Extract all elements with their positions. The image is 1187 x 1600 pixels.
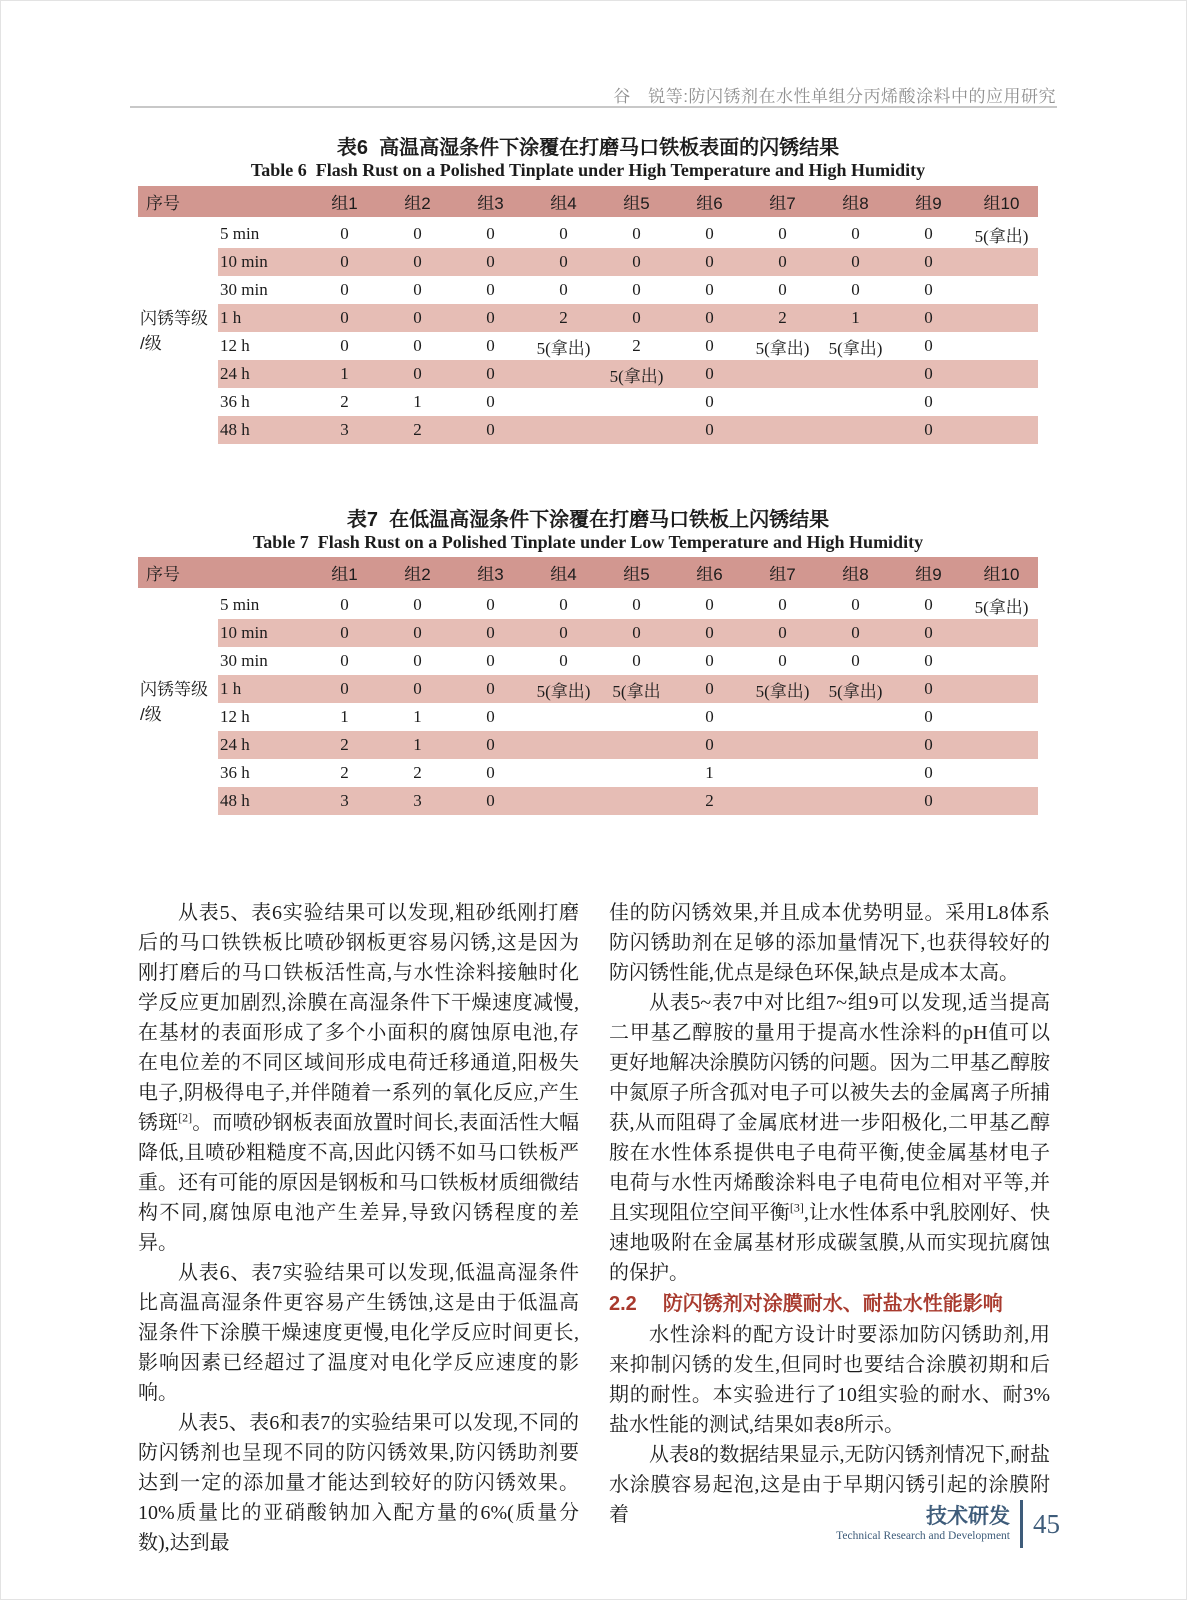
section-title: 防闪锈剂对涂膜耐水、耐盐水性能影响 bbox=[662, 1293, 1003, 1315]
value-cell: 5(拿出 bbox=[612, 681, 661, 701]
table-row bbox=[218, 731, 1038, 759]
column-header-serial: 序号 bbox=[146, 565, 180, 584]
time-cell: 48 h bbox=[220, 791, 250, 810]
value-cell: 1 bbox=[413, 735, 422, 754]
footer-section bbox=[836, 1505, 1010, 1544]
value-cell: 0 bbox=[559, 651, 568, 670]
value-cell: 1 bbox=[851, 308, 860, 327]
value-cell: 0 bbox=[924, 336, 933, 355]
value-cell: 1 bbox=[413, 392, 422, 411]
value-cell: 0 bbox=[705, 224, 714, 243]
value-cell: 0 bbox=[632, 252, 641, 271]
column-header-group: 组5 bbox=[623, 194, 650, 213]
value-cell: 0 bbox=[705, 623, 714, 642]
time-cell: 48 h bbox=[220, 420, 250, 439]
row-group-label bbox=[140, 306, 208, 356]
value-cell: 0 bbox=[413, 336, 422, 355]
column-header-group: 组4 bbox=[550, 565, 577, 584]
body-columns bbox=[138, 898, 1050, 1558]
value-cell: 0 bbox=[705, 595, 714, 614]
value-cell: 0 bbox=[486, 651, 495, 670]
footer-divider bbox=[1020, 1500, 1023, 1548]
page-footer bbox=[836, 1500, 1060, 1548]
time-cell: 24 h bbox=[220, 735, 250, 754]
table7 bbox=[138, 557, 1038, 815]
value-cell: 0 bbox=[851, 252, 860, 271]
time-cell: 12 h bbox=[220, 707, 250, 726]
time-cell: 30 min bbox=[220, 651, 268, 670]
value-cell: 0 bbox=[705, 679, 714, 698]
table-row bbox=[218, 703, 1038, 731]
value-cell: 2 bbox=[705, 791, 714, 810]
value-cell: 0 bbox=[486, 735, 495, 754]
table6 bbox=[138, 186, 1038, 444]
value-cell: 2 bbox=[413, 763, 422, 782]
time-cell: 5 min bbox=[220, 595, 260, 614]
time-cell: 10 min bbox=[220, 623, 268, 642]
value-cell: 0 bbox=[486, 707, 495, 726]
value-cell: 1 bbox=[705, 763, 714, 782]
value-cell: 0 bbox=[778, 280, 787, 299]
value-cell: 0 bbox=[851, 595, 860, 614]
table-row bbox=[218, 591, 1038, 619]
time-cell: 1 h bbox=[220, 679, 242, 698]
value-cell: 0 bbox=[340, 252, 349, 271]
column-header-group: 组7 bbox=[769, 194, 796, 213]
column-header-group: 组10 bbox=[983, 565, 1020, 584]
column-header-group: 组3 bbox=[477, 194, 504, 213]
value-cell: 0 bbox=[705, 707, 714, 726]
value-cell: 0 bbox=[924, 420, 933, 439]
paragraph: 佳的防闪锈效果,并且成本优势明显。采用L8体系防闪锈助剂在足够的添加量情况下,也获得较好的防闪锈性能,优点是绿色环保,缺点是成本太高。 bbox=[609, 902, 1050, 984]
table-row bbox=[218, 248, 1038, 276]
value-cell: 0 bbox=[413, 651, 422, 670]
value-cell: 0 bbox=[778, 595, 787, 614]
table-body bbox=[138, 220, 1038, 444]
time-cell: 10 min bbox=[220, 252, 268, 271]
table-row bbox=[218, 220, 1038, 248]
value-cell: 2 bbox=[632, 336, 641, 355]
value-cell: 0 bbox=[924, 364, 933, 383]
value-cell: 2 bbox=[340, 763, 349, 782]
table-header-row bbox=[138, 186, 1038, 217]
value-cell: 0 bbox=[924, 791, 933, 810]
value-cell: 0 bbox=[632, 623, 641, 642]
value-cell: 0 bbox=[851, 651, 860, 670]
value-cell: 1 bbox=[413, 707, 422, 726]
page-number: 45 bbox=[1033, 1508, 1060, 1539]
row-group-label-line1: 闪锈等级 bbox=[140, 680, 208, 699]
value-cell: 0 bbox=[632, 280, 641, 299]
column-header-group: 组4 bbox=[550, 194, 577, 213]
value-cell: 5(拿出) bbox=[974, 597, 1029, 617]
value-cell: 0 bbox=[778, 224, 787, 243]
value-cell: 0 bbox=[778, 651, 787, 670]
value-cell: 2 bbox=[559, 308, 568, 327]
section-number: 2.2 bbox=[609, 1293, 637, 1315]
value-cell: 0 bbox=[340, 224, 349, 243]
value-cell: 0 bbox=[924, 623, 933, 642]
value-cell: 0 bbox=[486, 224, 495, 243]
value-cell: 0 bbox=[340, 651, 349, 670]
value-cell: 0 bbox=[486, 763, 495, 782]
value-cell: 0 bbox=[924, 392, 933, 411]
time-cell: 24 h bbox=[220, 364, 250, 383]
value-cell: 0 bbox=[924, 651, 933, 670]
column-header-group: 组8 bbox=[842, 194, 869, 213]
value-cell: 0 bbox=[924, 763, 933, 782]
value-cell: 0 bbox=[413, 280, 422, 299]
value-cell: 0 bbox=[924, 308, 933, 327]
running-head: 谷 锐等:防闪锈剂在水性单组分丙烯酸涂料中的应用研究 bbox=[613, 87, 1056, 106]
table-row bbox=[218, 360, 1038, 388]
value-cell: 0 bbox=[559, 595, 568, 614]
value-cell: 0 bbox=[486, 364, 495, 383]
value-cell: 0 bbox=[705, 280, 714, 299]
table-row bbox=[218, 304, 1038, 332]
table-row bbox=[218, 388, 1038, 416]
column-header-group: 组1 bbox=[331, 194, 358, 213]
value-cell: 0 bbox=[486, 791, 495, 810]
row-group-label-line2: /级 bbox=[140, 705, 162, 724]
time-cell: 30 min bbox=[220, 280, 268, 299]
value-cell: 0 bbox=[340, 623, 349, 642]
time-cell: 1 h bbox=[220, 308, 242, 327]
value-cell: 5(拿出) bbox=[755, 681, 810, 701]
value-cell: 0 bbox=[413, 595, 422, 614]
value-cell: 0 bbox=[486, 679, 495, 698]
table-rows bbox=[218, 591, 1038, 815]
value-cell: 2 bbox=[340, 392, 349, 411]
column-header-serial: 序号 bbox=[146, 194, 180, 213]
value-cell: 3 bbox=[413, 791, 422, 810]
value-cell: 0 bbox=[851, 224, 860, 243]
table-row bbox=[218, 759, 1038, 787]
value-cell: 0 bbox=[851, 280, 860, 299]
value-cell: 0 bbox=[413, 308, 422, 327]
value-cell: 1 bbox=[340, 707, 349, 726]
row-group-label-line1: 闪锈等级 bbox=[140, 309, 208, 328]
value-cell: 0 bbox=[340, 280, 349, 299]
value-cell: 0 bbox=[924, 595, 933, 614]
value-cell: 0 bbox=[705, 735, 714, 754]
column-header-group: 组5 bbox=[623, 565, 650, 584]
value-cell: 0 bbox=[632, 595, 641, 614]
value-cell: 0 bbox=[924, 679, 933, 698]
value-cell: 0 bbox=[486, 252, 495, 271]
row-group-label bbox=[140, 677, 208, 727]
value-cell: 2 bbox=[340, 735, 349, 754]
right-column bbox=[609, 898, 1050, 1558]
value-cell: 0 bbox=[413, 252, 422, 271]
value-cell: 0 bbox=[486, 280, 495, 299]
table-row bbox=[218, 276, 1038, 304]
paragraph: 从表5~表7中对比组7~组9可以发现,适当提高二甲基乙醇胺的量用于提高水性涂料的pH值可以更好地解决涂膜防闪锈的问题。因为二甲基乙醇胺中氮原子所含孤对电子可以被失去的金属离子所捕获,从而阻碍了金属底材进一步阳极化,二甲基乙醇胺在水性体系提供电子电荷平衡,使金属基材电子电荷与水性丙烯酸涂料电子电荷电位相对平等,并且实现阻位空间平衡[3],让水性体系中乳胶刚好、快速地吸附在金属基材形成碳氢膜,从而实现抗腐蚀的保护。 bbox=[609, 992, 1051, 1284]
table-header-row bbox=[138, 557, 1038, 588]
value-cell: 1 bbox=[340, 364, 349, 383]
value-cell: 0 bbox=[705, 308, 714, 327]
value-cell: 0 bbox=[340, 679, 349, 698]
paragraph: 从表5、表6和表7的实验结果可以发现,不同的防闪锈剂也呈现不同的防闪锈效果,防闪锈助剂要达到一定的添加量才能达到较好的防闪锈效果。10%质量比的亚硝酸钠加入配方量的6%(质量分数),达到最 bbox=[138, 1412, 579, 1554]
value-cell: 5(拿出) bbox=[828, 338, 883, 358]
value-cell: 0 bbox=[778, 623, 787, 642]
header-rule bbox=[130, 106, 1057, 108]
table-row bbox=[218, 675, 1038, 703]
value-cell: 0 bbox=[486, 336, 495, 355]
table7-caption-en: Table 7 Flash Rust on a Polished Tinplate under Low Temperature and High Humidity bbox=[252, 532, 924, 552]
column-header-group: 组3 bbox=[477, 565, 504, 584]
value-cell: 0 bbox=[559, 252, 568, 271]
time-cell: 36 h bbox=[220, 763, 250, 782]
value-cell: 0 bbox=[924, 224, 933, 243]
value-cell: 0 bbox=[924, 252, 933, 271]
row-label-column bbox=[138, 220, 218, 444]
value-cell: 0 bbox=[559, 623, 568, 642]
value-cell: 5(拿出) bbox=[974, 226, 1029, 246]
value-cell: 0 bbox=[486, 392, 495, 411]
table7-caption-zh: 表7 在低温高湿条件下涂覆在打磨马口铁板上闪锈结果 bbox=[346, 509, 830, 531]
time-cell: 12 h bbox=[220, 336, 250, 355]
column-header-group: 组6 bbox=[696, 194, 723, 213]
footer-section-zh: 技术研发 bbox=[926, 1504, 1010, 1528]
value-cell: 0 bbox=[340, 336, 349, 355]
section-heading-2-2 bbox=[609, 1289, 1050, 1319]
column-header-group: 组2 bbox=[404, 565, 431, 584]
time-cell: 36 h bbox=[220, 392, 250, 411]
value-cell: 0 bbox=[924, 735, 933, 754]
row-label-column bbox=[138, 591, 218, 815]
column-header-group: 组1 bbox=[331, 565, 358, 584]
value-cell: 3 bbox=[340, 420, 349, 439]
value-cell: 0 bbox=[632, 651, 641, 670]
column-header-group: 组6 bbox=[696, 565, 723, 584]
value-cell: 5(拿出) bbox=[536, 338, 591, 358]
value-cell: 0 bbox=[340, 595, 349, 614]
value-cell: 0 bbox=[632, 224, 641, 243]
value-cell: 2 bbox=[778, 308, 787, 327]
left-column bbox=[138, 898, 579, 1558]
paragraph: 从表6、表7实验结果可以发现,低温高湿条件比高温高湿条件更容易产生锈蚀,这是由于低温高湿条件下涂膜干燥速度更慢,电化学反应时间更长,影响因素已经超过了温度对电化学反应速度的影响。 bbox=[138, 1262, 579, 1404]
column-header-group: 组7 bbox=[769, 565, 796, 584]
column-header-group: 组9 bbox=[915, 194, 942, 213]
column-header-group: 组10 bbox=[983, 194, 1020, 213]
value-cell: 0 bbox=[486, 595, 495, 614]
value-cell: 0 bbox=[486, 420, 495, 439]
value-cell: 0 bbox=[413, 224, 422, 243]
value-cell: 0 bbox=[705, 420, 714, 439]
table-rows bbox=[218, 220, 1038, 444]
value-cell: 0 bbox=[705, 651, 714, 670]
value-cell: 0 bbox=[851, 623, 860, 642]
table-row bbox=[218, 619, 1038, 647]
value-cell: 5(拿出) bbox=[755, 338, 810, 358]
value-cell: 0 bbox=[413, 623, 422, 642]
value-cell: 3 bbox=[340, 791, 349, 810]
table-body bbox=[138, 591, 1038, 815]
value-cell: 0 bbox=[413, 679, 422, 698]
row-group-label-line2: /级 bbox=[140, 334, 162, 353]
value-cell: 0 bbox=[559, 280, 568, 299]
value-cell: 5(拿出) bbox=[828, 681, 883, 701]
paragraph: 从表8的数据结果显示,无防闪锈剂情况下,耐盐水涂膜容易起泡,这是由于早期闪锈引起的涂膜附着 bbox=[609, 1444, 1050, 1526]
time-cell: 5 min bbox=[220, 224, 260, 243]
table6-caption-zh: 表6 高温高湿条件下涂覆在打磨马口铁板表面的闪锈结果 bbox=[336, 137, 840, 159]
value-cell: 0 bbox=[778, 252, 787, 271]
column-header-group: 组2 bbox=[404, 194, 431, 213]
value-cell: 0 bbox=[924, 280, 933, 299]
value-cell: 0 bbox=[486, 623, 495, 642]
value-cell: 0 bbox=[705, 336, 714, 355]
table-row bbox=[218, 787, 1038, 815]
value-cell: 0 bbox=[705, 252, 714, 271]
value-cell: 5(拿出) bbox=[536, 681, 591, 701]
footer-section-en: Technical Research and Development bbox=[836, 1529, 1010, 1542]
value-cell: 0 bbox=[559, 224, 568, 243]
paragraph: 水性涂料的配方设计时要添加防闪锈助剂,用来抑制闪锈的发生,但同时也要结合涂膜初期和后期的耐性。本实验进行了10组实验的耐水、耐3%盐水性能的测试,结果如表8所示。 bbox=[609, 1324, 1050, 1436]
value-cell: 0 bbox=[705, 392, 714, 411]
table-row bbox=[218, 332, 1038, 360]
value-cell: 0 bbox=[413, 364, 422, 383]
table-row bbox=[218, 416, 1038, 444]
value-cell: 0 bbox=[486, 308, 495, 327]
table-row bbox=[218, 647, 1038, 675]
column-header-group: 组8 bbox=[842, 565, 869, 584]
value-cell: 5(拿出) bbox=[609, 366, 664, 386]
paragraph: 从表5、表6实验结果可以发现,粗砂纸刚打磨后的马口铁铁板比喷砂钢板更容易闪锈,这是因为刚打磨后的马口铁板活性高,与水性涂料接触时化学反应更加剧烈,涂膜在高湿条件下干燥速度减慢,在基材的表面形成了多个小面积的腐蚀原电池,存在电位差的不同区域间形成电荷迁移通道,阳极失电子,阴极得电子,并伴随着一系列的氧化反应,产生锈斑[2]。而喷砂钢板表面放置时间长,表面活性大幅降低,且喷砂粗糙度不高,因此闪锈不如马口铁板严重。还有可能的原因是钢板和马口铁板材质细微结构不同,腐蚀原电池产生差异,导致闪锈程度的差异。 bbox=[138, 902, 580, 1254]
table6-caption-en: Table 6 Flash Rust on a Polished Tinplate under High Temperature and High Humidity bbox=[250, 160, 926, 180]
value-cell: 0 bbox=[924, 707, 933, 726]
value-cell: 0 bbox=[705, 364, 714, 383]
value-cell: 0 bbox=[340, 308, 349, 327]
value-cell: 2 bbox=[413, 420, 422, 439]
value-cell: 0 bbox=[632, 308, 641, 327]
column-header-group: 组9 bbox=[915, 565, 942, 584]
